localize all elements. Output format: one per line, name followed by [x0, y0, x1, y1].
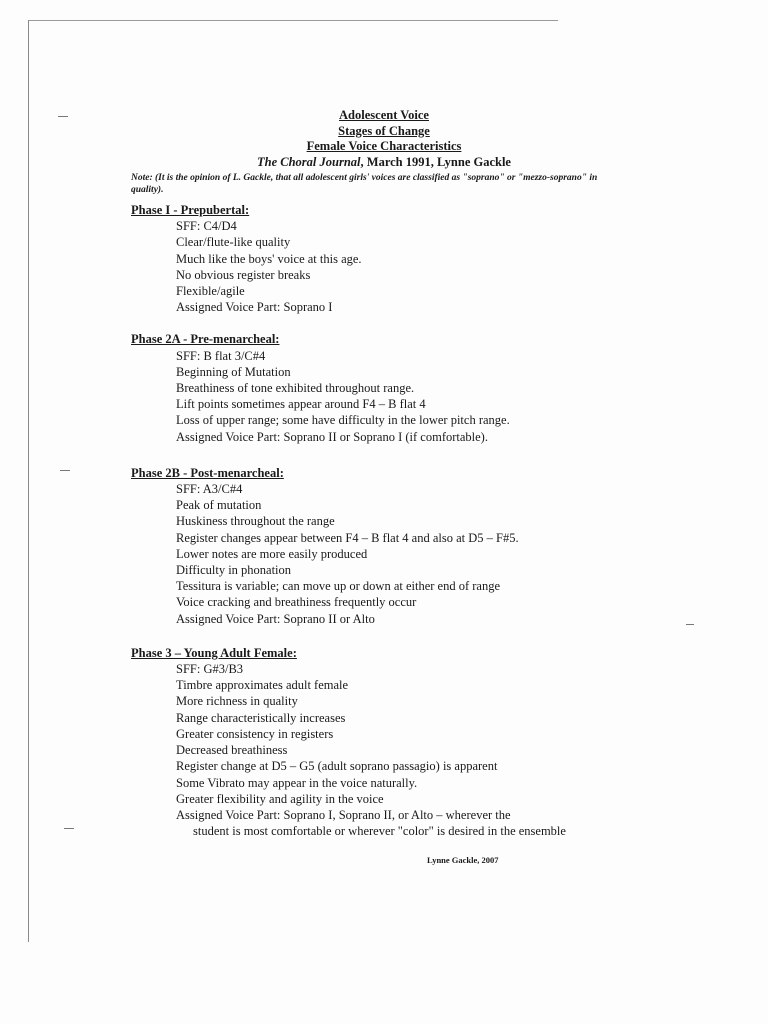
phase-item: No obvious register breaks — [176, 267, 311, 282]
phase-item: SFF: C4/D4 — [176, 219, 237, 234]
phase-item: Timbre approximates adult female — [176, 678, 349, 693]
phase-item: Breathiness of tone exhibited throughout range. — [176, 381, 415, 396]
signature: Lynne Gackle, 2007 — [427, 855, 499, 865]
phase-1 — [131, 202, 691, 315]
phase-title: Phase 3 – Young Adult Female: — [131, 645, 297, 660]
phase-item: Clear/flute-like quality — [176, 235, 291, 250]
page-border-top — [28, 20, 558, 21]
phase-item: Lower notes are more easily produced — [176, 546, 368, 561]
journal-name: The Choral Journal — [257, 154, 361, 169]
phase-item: Assigned Voice Part: Soprano I — [176, 300, 333, 315]
phase-item: Huskiness throughout the range — [176, 514, 335, 529]
phase-item: More richness in quality — [176, 694, 298, 709]
phase-item: Voice cracking and breathiness frequently occur — [176, 595, 417, 610]
phase-item: Assigned Voice Part: Soprano II or Soprano I (if comfortable). — [176, 429, 488, 444]
citation-details: , March 1991, Lynne Gackle — [360, 154, 511, 169]
phase-item: SFF: A3/C#4 — [176, 482, 243, 497]
phase-2a — [131, 331, 691, 444]
phase-item: Loss of upper range; some have difficulty in the lower pitch range. — [176, 413, 510, 428]
phase-item: Flexible/agile — [176, 284, 245, 299]
phase-item: Much like the boys' voice at this age. — [176, 251, 362, 266]
phase-item: Tessitura is variable; can move up or down at either end of range — [176, 579, 501, 594]
phase-title: Phase I - Prepubertal: — [131, 203, 250, 217]
phases-list — [131, 202, 691, 839]
phase-item: Beginning of Mutation — [176, 364, 291, 379]
phase-item: Greater consistency in registers — [176, 726, 334, 741]
phase-item: SFF: G#3/B3 — [176, 662, 244, 677]
phase-title: Phase 2A - Pre-menarcheal: — [131, 332, 280, 347]
phase-item: Register changes appear between F4 – B flat 4 and also at D5 – F#5. — [176, 530, 519, 545]
phase-item: Assigned Voice Part: Soprano I, Soprano II, or Alto – wherever the — [176, 807, 511, 822]
citation — [0, 155, 768, 171]
phase-item: Decreased breathiness — [176, 743, 288, 758]
phase-item: Greater flexibility and agility in the voice — [176, 791, 384, 806]
document-header — [0, 108, 768, 170]
phase-item: Difficulty in phonation — [176, 563, 292, 578]
phase-2b — [131, 465, 691, 627]
phase-item: Range characteristically increases — [176, 710, 346, 725]
phase-item: Peak of mutation — [176, 498, 262, 513]
phase-title: Phase 2B - Post-menarcheal: — [131, 465, 284, 480]
phase-item: Lift points sometimes appear around F4 – B flat 4 — [176, 397, 426, 412]
scan-mark — [60, 470, 70, 471]
phase-item: Register change at D5 – G5 (adult soprano passagio) is apparent — [176, 759, 498, 774]
document-title: Adolescent Voice — [339, 108, 429, 122]
phase-item: Some Vibrato may appear in the voice naturally. — [176, 775, 418, 790]
phase-item-continuation: student is most comfortable or wherever "color" is desired in the ensemble — [193, 824, 566, 839]
note: Note: (It is the opinion of L. Gackle, that all adolescent girls' voices are classified as "soprano" or "mezzo-soprano" in quality). — [131, 173, 598, 195]
document-heading: Female Voice Characteristics — [306, 139, 462, 153]
phase-item: SFF: B flat 3/C#4 — [176, 348, 266, 363]
document-subtitle: Stages of Change — [338, 123, 430, 138]
phase-3 — [131, 645, 691, 839]
phase-item: Assigned Voice Part: Soprano II or Alto — [176, 611, 375, 626]
scan-mark — [64, 828, 74, 829]
